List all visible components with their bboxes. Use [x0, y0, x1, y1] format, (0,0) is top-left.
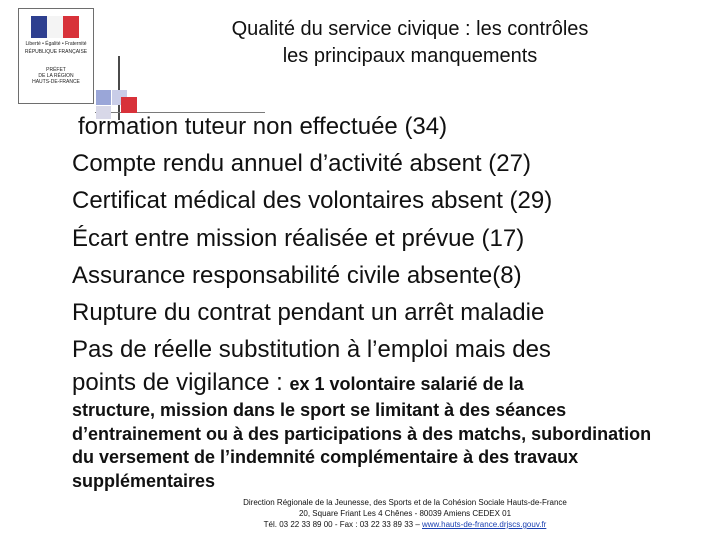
vigilance-lead: points de vigilance : — [72, 369, 290, 397]
list-item: Assurance responsabilité civile absente(8) — [72, 261, 522, 289]
logo-region-name: HAUTS-DE-FRANCE — [32, 79, 80, 85]
footer-line-2: 20, Square Friant Les 4 Chênes - 80039 Amiens CEDEX 01 — [298, 509, 512, 518]
title-line-1: Qualité du service civique : les contrôles — [231, 18, 589, 40]
title-line-2: les principaux manquements — [282, 45, 538, 67]
list-item: Écart entre mission réalisée et prévue (17) — [72, 224, 525, 252]
manquements-list — [72, 108, 682, 493]
footer-website-link[interactable]: www.hauts-de-france.drjscs.gouv.fr — [422, 520, 547, 529]
vigilance-detail: structure, mission dans le sport se limitant à des séances d’entrainement ou à des participations à des matchs, subordination du versement de l’indemnité complémentaire à des travaux supplémentaires — [72, 400, 652, 491]
logo-prefet: PRÉFET — [46, 67, 66, 73]
footer-address — [190, 497, 620, 530]
list-item: Compte rendu annuel d’activité absent (27) — [72, 150, 531, 178]
list-item: Rupture du contrat pendant un arrêt maladie — [72, 299, 545, 327]
footer-line-1: Direction Régionale de la Jeunesse, des Sports et de la Cohésion Sociale Hauts-de-France — [243, 498, 567, 507]
list-item: Pas de réelle substitution à l’emploi mais des — [72, 336, 551, 364]
vigilance-detail-start: ex 1 volontaire salarié de la — [289, 374, 524, 395]
footer-line-3 — [190, 519, 620, 530]
footer-contact: Tél. 03 22 33 89 00 - Fax : 03 22 33 89 33 – — [263, 520, 422, 529]
vigilance-line — [72, 368, 682, 399]
logo-republique: RÉPUBLIQUE FRANÇAISE — [24, 49, 88, 55]
republique-francaise-logo — [18, 8, 94, 104]
decorative-square-blue — [96, 90, 111, 105]
list-item: Certificat médical des volontaires absent (29) — [72, 187, 553, 215]
logo-region: DE LA RÉGION — [38, 73, 74, 79]
list-item: formation tuteur non effectuée (34) — [78, 113, 448, 140]
french-flag-icon — [31, 16, 79, 38]
logo-motto: Liberté • Égalité • Fraternité — [25, 41, 87, 47]
slide-title — [180, 16, 640, 70]
